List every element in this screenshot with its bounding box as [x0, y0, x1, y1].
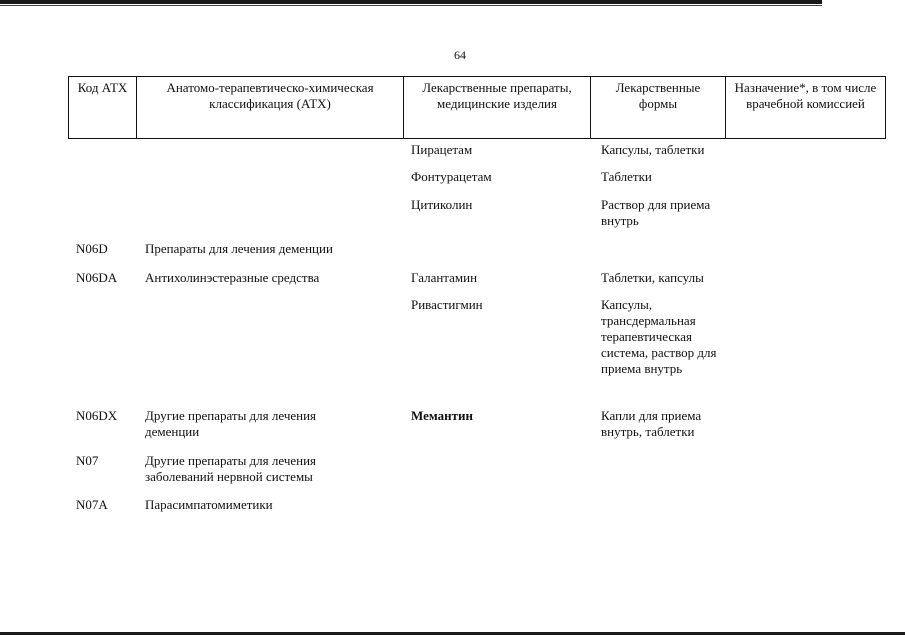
- cell-classification: Другие препараты для лечения деменции: [145, 408, 317, 439]
- cell-code: N06D: [76, 241, 108, 256]
- cell-drug: Пирацетам: [411, 142, 473, 157]
- cell-code: N07: [76, 453, 99, 468]
- bottom-rule: [0, 632, 905, 635]
- header-forms: Лекарственные формы: [591, 77, 726, 139]
- header-row: [69, 77, 886, 139]
- cell-form: Раствор для приема внутрь: [601, 197, 711, 228]
- cell-drug: Фонтурацетам: [411, 169, 492, 184]
- cell-classification: Парасимпатомиметики: [145, 497, 273, 512]
- cell-drug: Ривастигмин: [411, 297, 483, 312]
- cell-drug: Мемантин: [411, 408, 473, 423]
- header-purpose: Назначение*, в том числе врачебной комиссией: [726, 77, 886, 139]
- cell-classification: Препараты для лечения деменции: [145, 241, 333, 256]
- top-rule: [0, 0, 822, 4]
- header-drugs: Лекарственные препараты, медицинские изделия: [404, 77, 591, 139]
- cell-drug: Галантамин: [411, 270, 478, 285]
- cell-form: Таблетки: [601, 169, 652, 184]
- page-number: 64: [454, 48, 466, 62]
- table-header: [68, 76, 886, 139]
- header-classification: Анатомо-терапевтическо-химическая классификация (АТХ): [137, 77, 404, 139]
- cell-drug: Цитиколин: [411, 197, 473, 212]
- top-rule-thin: [0, 5, 822, 6]
- header-code: Код АТХ: [69, 77, 137, 139]
- cell-form: Капсулы, таблетки: [601, 142, 705, 157]
- cell-classification: Другие препараты для лечения заболеваний нервной системы: [145, 453, 317, 484]
- cell-code: N06DA: [76, 270, 118, 285]
- cell-classification: Антихолинэстеразные средства: [145, 270, 320, 285]
- cell-code: N06DX: [76, 408, 118, 423]
- cell-form: Таблетки, капсулы: [601, 270, 704, 285]
- cell-form: Капсулы, трансдермальная терапевтическая система, раствор для приема внутрь: [601, 297, 717, 376]
- cell-form: Капли для приема внутрь, таблетки: [601, 408, 702, 439]
- cell-code: N07A: [76, 497, 108, 512]
